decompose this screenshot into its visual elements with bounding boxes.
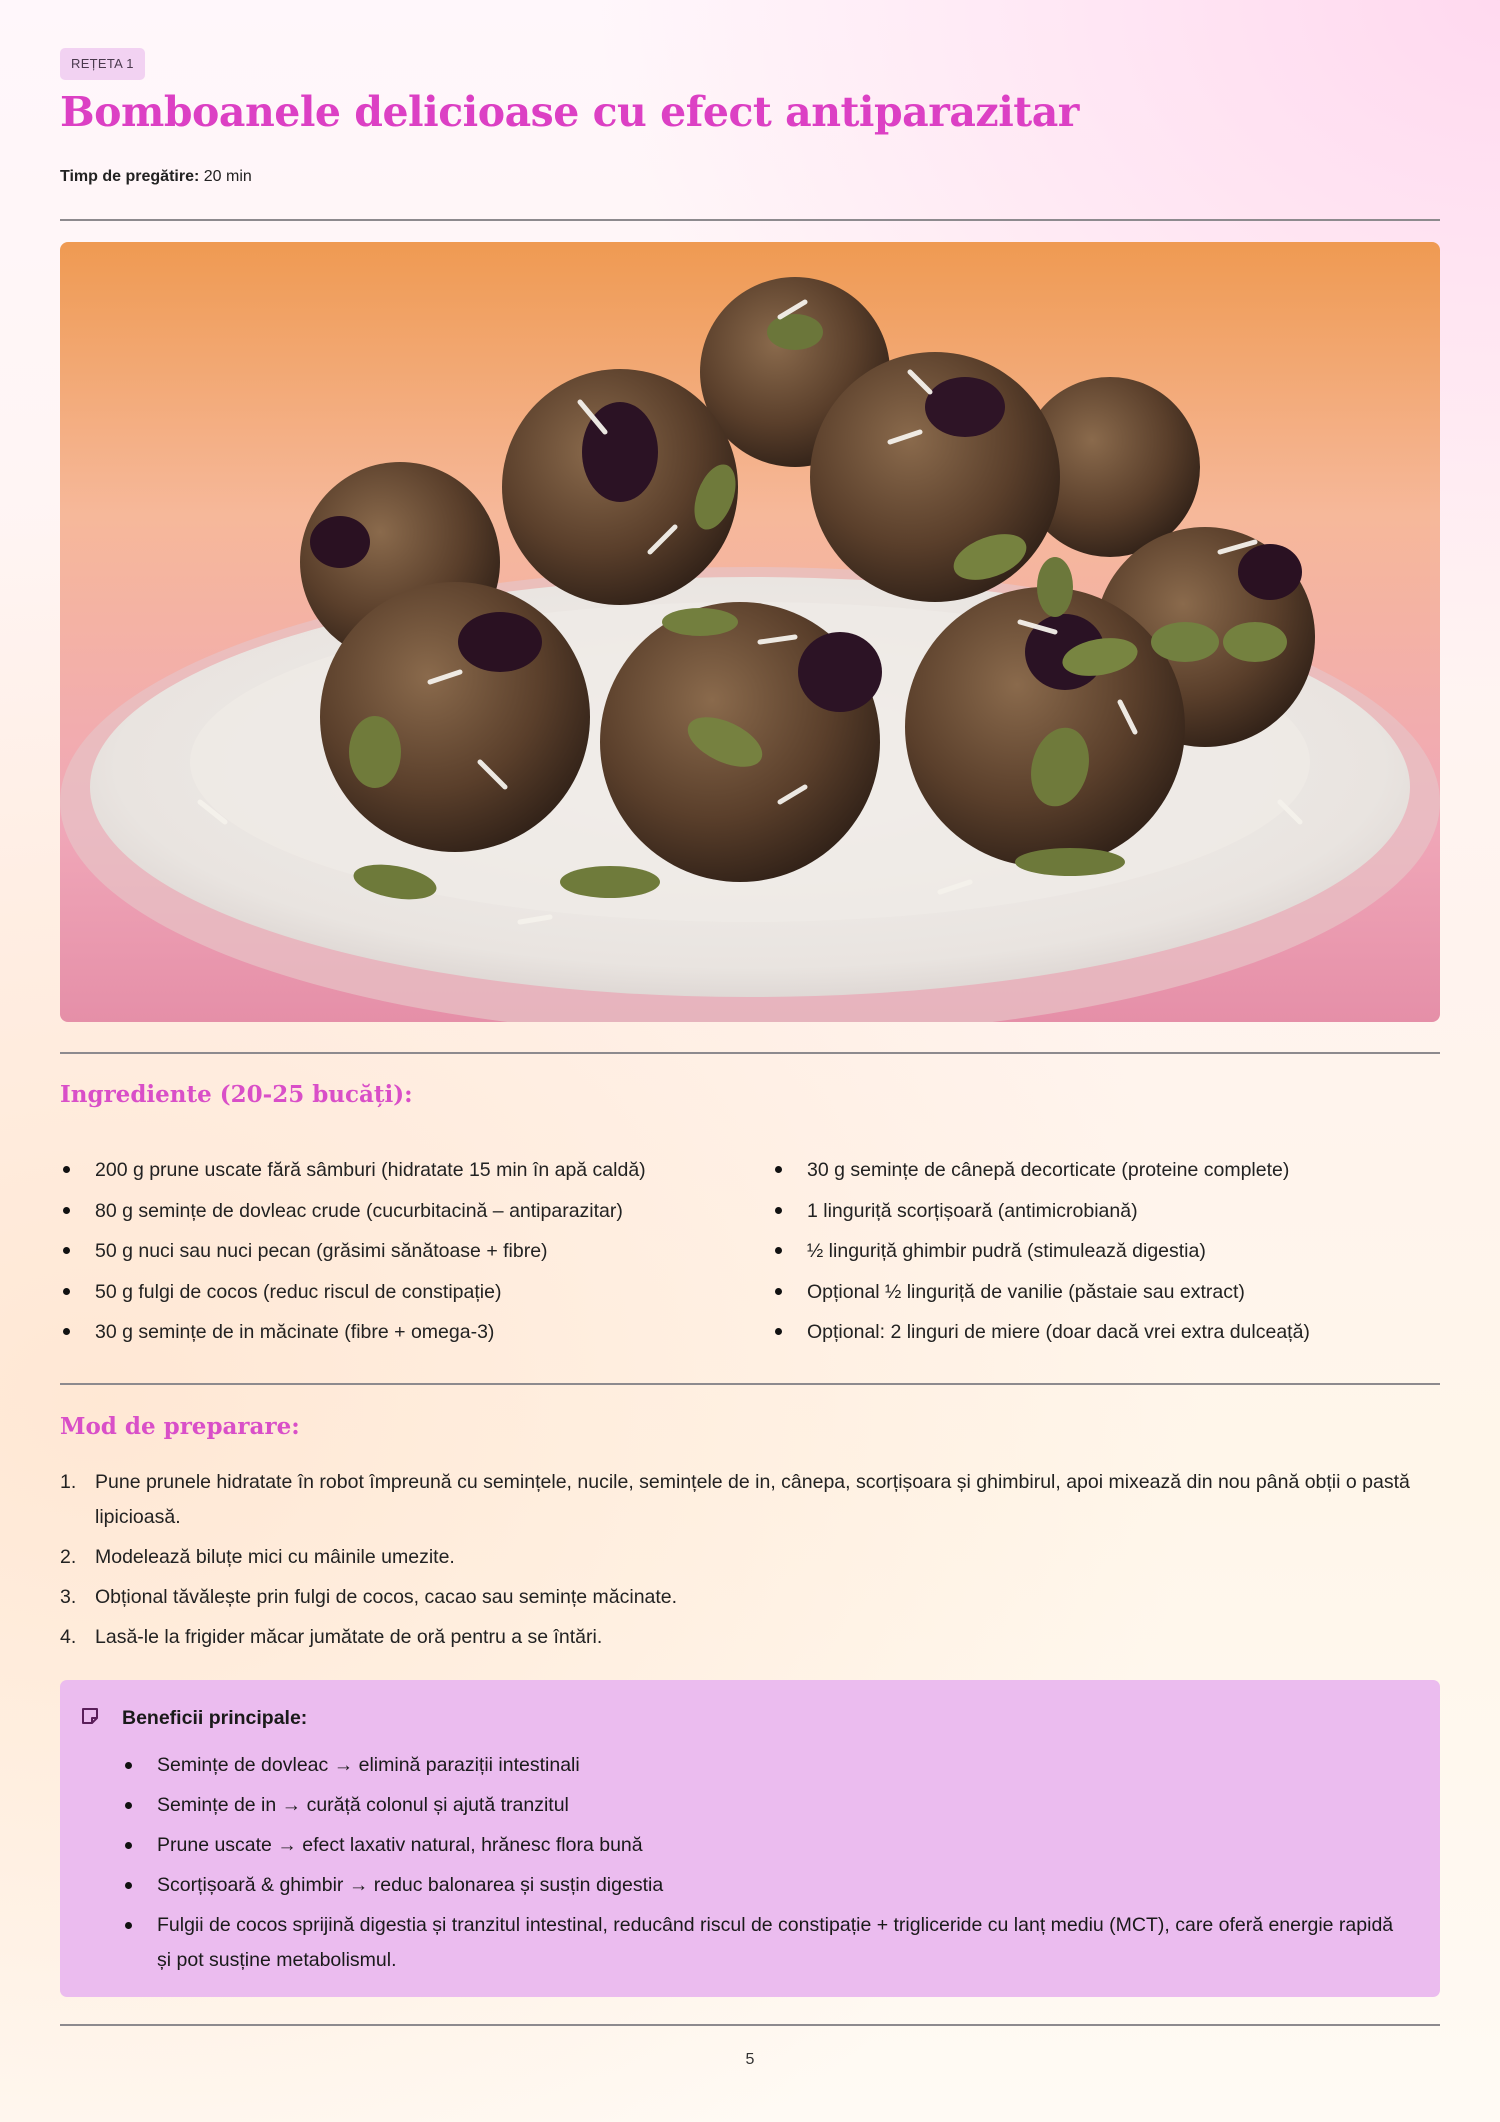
bullet [63, 1207, 70, 1214]
ingredient-text: 30 g semințe de in măcinate (fibre + omega-3) [95, 1321, 495, 1343]
ingredients-heading: Ingrediente (20-25 bucăți): [60, 1081, 413, 1108]
list-item [772, 1272, 1452, 1313]
note-icon [80, 1706, 100, 1731]
benefit-text: Fulgii de cocos sprijină digestia și tranzitul intestinal, reducând riscul de constipație + trigliceride cu lanț mediu (MCT), care oferă energie rapidă și pot susține metabolismul. [157, 1914, 1394, 1971]
ingredient-text: 50 g fulgi de cocos (reduc riscul de constipație) [95, 1280, 502, 1303]
bullet [125, 1762, 132, 1769]
bullet [63, 1166, 70, 1173]
bullet [775, 1207, 782, 1214]
bullet [63, 1247, 70, 1254]
list-item [60, 1191, 740, 1232]
list-item [772, 1191, 1452, 1232]
ingredients-list-right [772, 1150, 1452, 1353]
bullet [125, 1802, 132, 1809]
step-text: Modelează biluțe mici cu mâinile umezite. [95, 1546, 455, 1568]
benefit-text: Prune uscate → efect laxativ natural, hrănesc flora bună [157, 1834, 643, 1856]
benefits-callout [60, 1680, 1440, 1997]
bullet [775, 1328, 782, 1335]
ingredient-text: 50 g nuci sau nuci pecan (grăsimi sănătoase + fibre) [95, 1240, 548, 1262]
divider [60, 1383, 1440, 1385]
step-number: 3. [60, 1586, 77, 1608]
bullet [775, 1247, 782, 1254]
benefit-text: Semințe de dovleac → elimină paraziții intestinali [157, 1754, 580, 1776]
ingredient-text: 1 linguriță scorțișoară (antimicrobiană) [807, 1199, 1138, 1222]
ingredient-text: ½ linguriță ghimbir pudră (stimulează digestia) [807, 1240, 1206, 1262]
bullet [125, 1922, 132, 1929]
bullet [775, 1288, 782, 1295]
method-steps [60, 1465, 1440, 1660]
list-item [122, 1748, 1412, 1783]
list-item [60, 1150, 740, 1191]
benefit-text: Semințe de in → curăță colonul și ajută tranzitul [157, 1794, 569, 1816]
step-text: Lasă-le la frigider măcar jumătate de oră pentru a se întări. [95, 1626, 603, 1648]
divider [60, 2024, 1440, 2026]
step-number: 1. [60, 1471, 77, 1493]
step-number: 2. [60, 1546, 77, 1568]
step-item [60, 1620, 1440, 1655]
prep-time-value: 20 min [203, 168, 252, 185]
divider [60, 219, 1440, 221]
prep-time-label: Timp de pregătire: [60, 168, 200, 185]
ingredients-list-left [60, 1150, 740, 1353]
bullet [63, 1328, 70, 1335]
bullet [63, 1288, 70, 1295]
step-text: Pune prunele hidratate în robot împreună cu semințele, nucile, semințele de in, cânepa, scorțișoara și ghimbirul, apoi mixează din nou până obții o pastă lipicioasă. [95, 1471, 1410, 1528]
list-item [60, 1312, 740, 1353]
list-item [122, 1868, 1412, 1903]
recipe-photo [60, 242, 1440, 1022]
recipe-tag: REȚETA 1 [60, 48, 145, 80]
ingredient-text: Opțional ½ linguriță de vanilie (păstaie sau extract) [807, 1280, 1245, 1303]
ingredient-text: Opțional: 2 linguri de miere (doar dacă vrei extra dulceață) [807, 1321, 1310, 1343]
ingredient-text: 30 g semințe de cânepă decorticate (proteine complete) [807, 1159, 1290, 1181]
list-item [122, 1908, 1412, 1978]
list-item [122, 1788, 1412, 1823]
bullet [125, 1882, 132, 1889]
list-item [772, 1231, 1452, 1272]
method-heading: Mod de preparare: [60, 1413, 300, 1440]
divider [60, 1052, 1440, 1054]
step-item [60, 1580, 1440, 1615]
benefits-list [122, 1748, 1412, 1983]
list-item [60, 1231, 740, 1272]
page-number: 5 [745, 2051, 755, 2068]
prep-time [60, 165, 252, 189]
ingredient-text: 200 g prune uscate fără sâmburi (hidratate 15 min în apă caldă) [95, 1159, 646, 1181]
page-title: Bomboanele delicioase cu efect antiparazitar [60, 88, 1079, 136]
bullet [775, 1166, 782, 1173]
step-item [60, 1540, 1440, 1575]
list-item [772, 1150, 1452, 1191]
list-item [122, 1828, 1412, 1863]
list-item [60, 1272, 740, 1313]
bullet [125, 1842, 132, 1849]
step-number: 4. [60, 1626, 77, 1648]
step-item [60, 1465, 1440, 1535]
benefit-text: Scorțișoară & ghimbir → reduc balonarea și susțin digestia [157, 1874, 664, 1896]
list-item [772, 1312, 1452, 1353]
benefits-title: Beneficii principale: [122, 1707, 308, 1729]
step-text: Obțional tăvălește prin fulgi de cocos, cacao sau semințe măcinate. [95, 1586, 678, 1608]
ingredient-text: 80 g semințe de dovleac crude (cucurbitacină – antiparazitar) [95, 1199, 623, 1222]
